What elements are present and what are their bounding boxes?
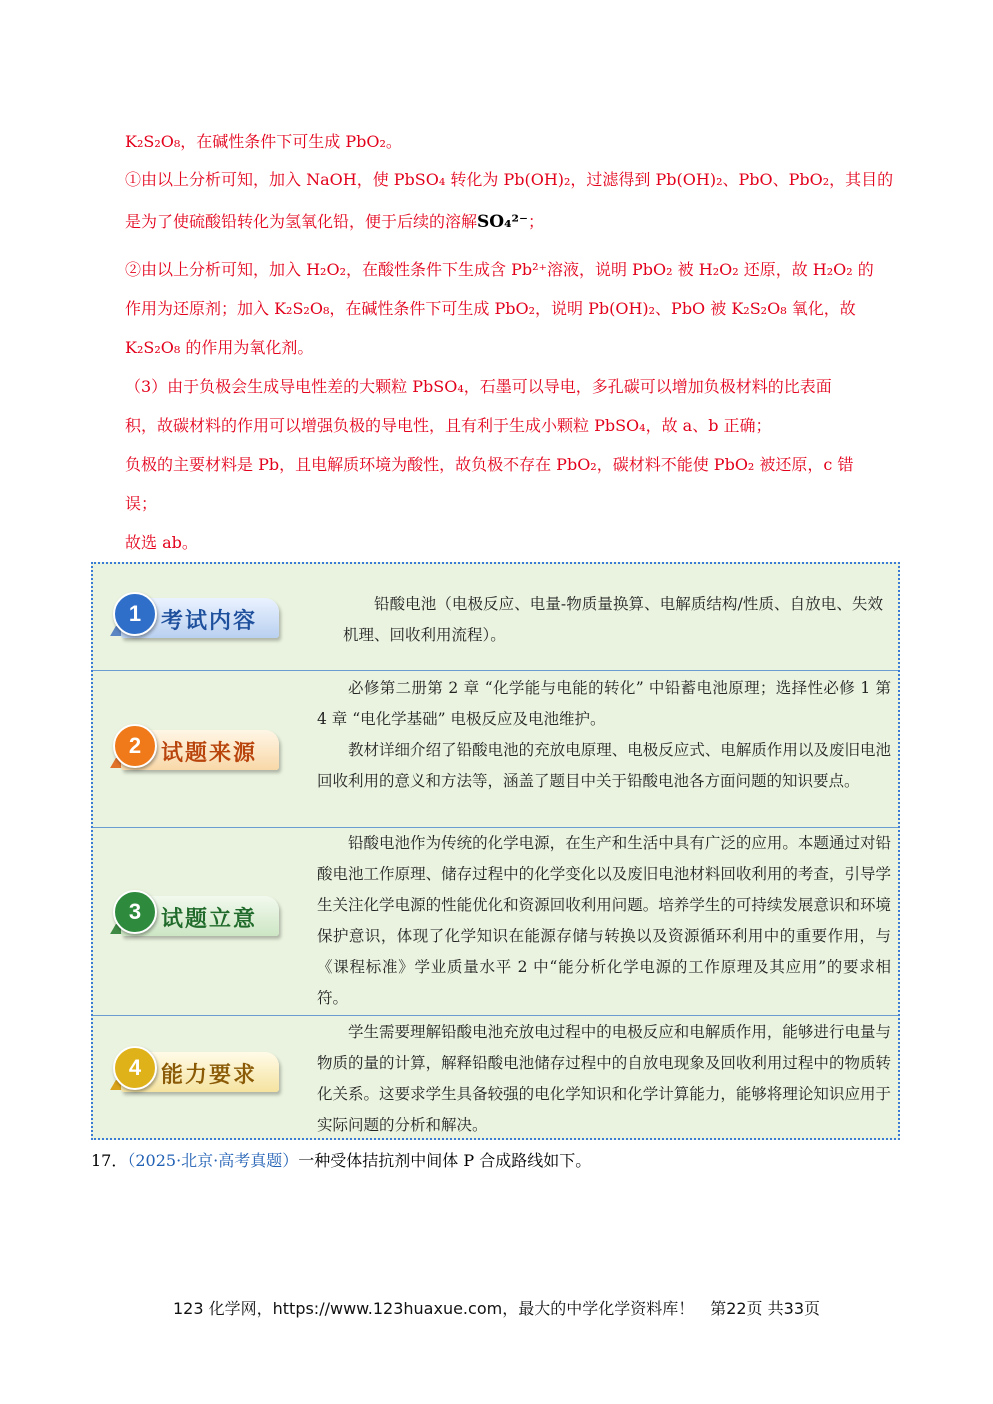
content-source — [317, 673, 891, 797]
question-source: （2025·北京·高考真题） — [127, 1151, 299, 1170]
answer-line-6: K₂S₂O₈ 的作用为氧化剂。 — [125, 338, 314, 357]
label-source — [113, 726, 283, 770]
paragraph: 学生需要理解铅酸电池充放电过程中的电极反应和电解质作用，能够进行电量与物质的量的计算，解释铅酸电池储存过程中的自放电现象及回收利用过程中的物质转化关系。这要求学生具备较强的电化学知识和化学计算能力，能够将理论知识应用于实际问题的分析和解决。 — [317, 1023, 891, 1134]
paragraph: 铅酸电池作为传统的化学电源，在生产和生活中具有广泛的应用。本题通过对铅酸电池工作原理、储存过程中的化学变化以及废旧电池材料回收利用的考查，引导学生关注化学电源的性能优化和资源回收利用问题。培养学生的可持续发展意识和环境保护意识，体现了化学知识在能源存储与转换以及资源循环利用中的重要作用，与《课程标准》学业质量水平 2 中“能分析化学电源的工作原理及其应用”的要求相符。 — [317, 834, 891, 1007]
question-text: 一种受体拮抗剂中间体 P 合成路线如下。 — [298, 1151, 592, 1170]
panel-row-exam-content — [93, 564, 898, 671]
answer-line-5: 作用为还原剂；加入 K₂S₂O₈，在碱性条件下可生成 PbO₂，说明 Pb(OH)₂、PbO 被 K₂S₂O₈ 氧化，故 — [125, 299, 856, 318]
panel-row-intent — [93, 828, 898, 1016]
answer-line-4: ②由以上分析可知，加入 H₂O₂，在酸性条件下生成含 Pb²⁺溶液，说明 PbO₂ 被 H₂O₂ 还原，故 H₂O₂ 的 — [125, 260, 874, 279]
question-17 — [91, 1150, 591, 1172]
number-badge-2: 2 — [113, 724, 157, 768]
paragraph: 必修第二册第 2 章 “化学能与电能的转化” 中铅蓄电池原理；选择性必修 1 第 4 章 “电化学基础” 电极反应及电池维护。 — [317, 679, 891, 728]
answer-line-8: 积，故碳材料的作用可以增强负极的导电性，且有利于生成小颗粒 PbSO₄，故 a、b 正确； — [125, 416, 772, 435]
label-text-2: 试题来源 — [161, 741, 258, 766]
question-number: 17． — [91, 1151, 128, 1170]
answer-line-3-text: 是为了使硫酸铅转化为氢氧化铅，便于后续的溶解 — [125, 212, 478, 231]
label-intent — [113, 892, 283, 936]
label-text-3: 试题立意 — [161, 907, 258, 932]
label-ability — [113, 1048, 283, 1092]
number-badge-3: 3 — [113, 890, 157, 934]
answer-line-9: 负极的主要材料是 Pb，且电解质环境为酸性，故负极不存在 PbO₂，碳材料不能使 PbO₂ 被还原，c 错 — [125, 455, 854, 474]
answer-line-1: K₂S₂O₈，在碱性条件下可生成 PbO₂。 — [125, 132, 402, 151]
panel-row-ability — [93, 1016, 898, 1140]
panel-row-source — [93, 671, 898, 828]
paragraph: 铅酸电池（电极反应、电量-物质量换算、电解质结构/性质、自放电、失效机理、回收利用流程）。 — [343, 595, 883, 644]
answer-line-10: 误； — [125, 494, 158, 513]
number-badge-1: 1 — [113, 592, 157, 636]
label-exam-content — [113, 594, 283, 638]
number-badge-4: 4 — [113, 1046, 157, 1090]
sulfate-formula: SO₄²⁻ — [477, 212, 528, 232]
paragraph: 教材详细介绍了铅酸电池的充放电原理、电极反应式、电解质作用以及废旧电池回收利用的意义和方法等，涵盖了题目中关于铅酸电池各方面问题的知识要点。 — [317, 741, 891, 790]
content-exam-content — [343, 589, 883, 651]
label-text-1: 考试内容 — [161, 609, 258, 634]
answer-line-3-end: ； — [527, 212, 544, 231]
answer-line-11: 故选 ab。 — [125, 533, 198, 552]
answer-line-3 — [125, 211, 905, 233]
page-footer: 123 化学网，https://www.123huaxue.com，最大的中学化学资料库！ 第22页 共33页 — [173, 1299, 820, 1318]
analysis-panel — [91, 562, 900, 1140]
content-ability — [317, 1017, 891, 1141]
answer-line-7: （3）由于负极会生成导电性差的大颗粒 PbSO₄，石墨可以导电，多孔碳可以增加负极材料的比表面 — [125, 377, 832, 396]
content-intent — [317, 828, 891, 1014]
label-text-4: 能力要求 — [161, 1063, 258, 1088]
answer-line-2: ①由以上分析可知，加入 NaOH，使 PbSO₄ 转化为 Pb(OH)₂，过滤得到 Pb(OH)₂、PbO、PbO₂，其目的 — [125, 170, 894, 189]
